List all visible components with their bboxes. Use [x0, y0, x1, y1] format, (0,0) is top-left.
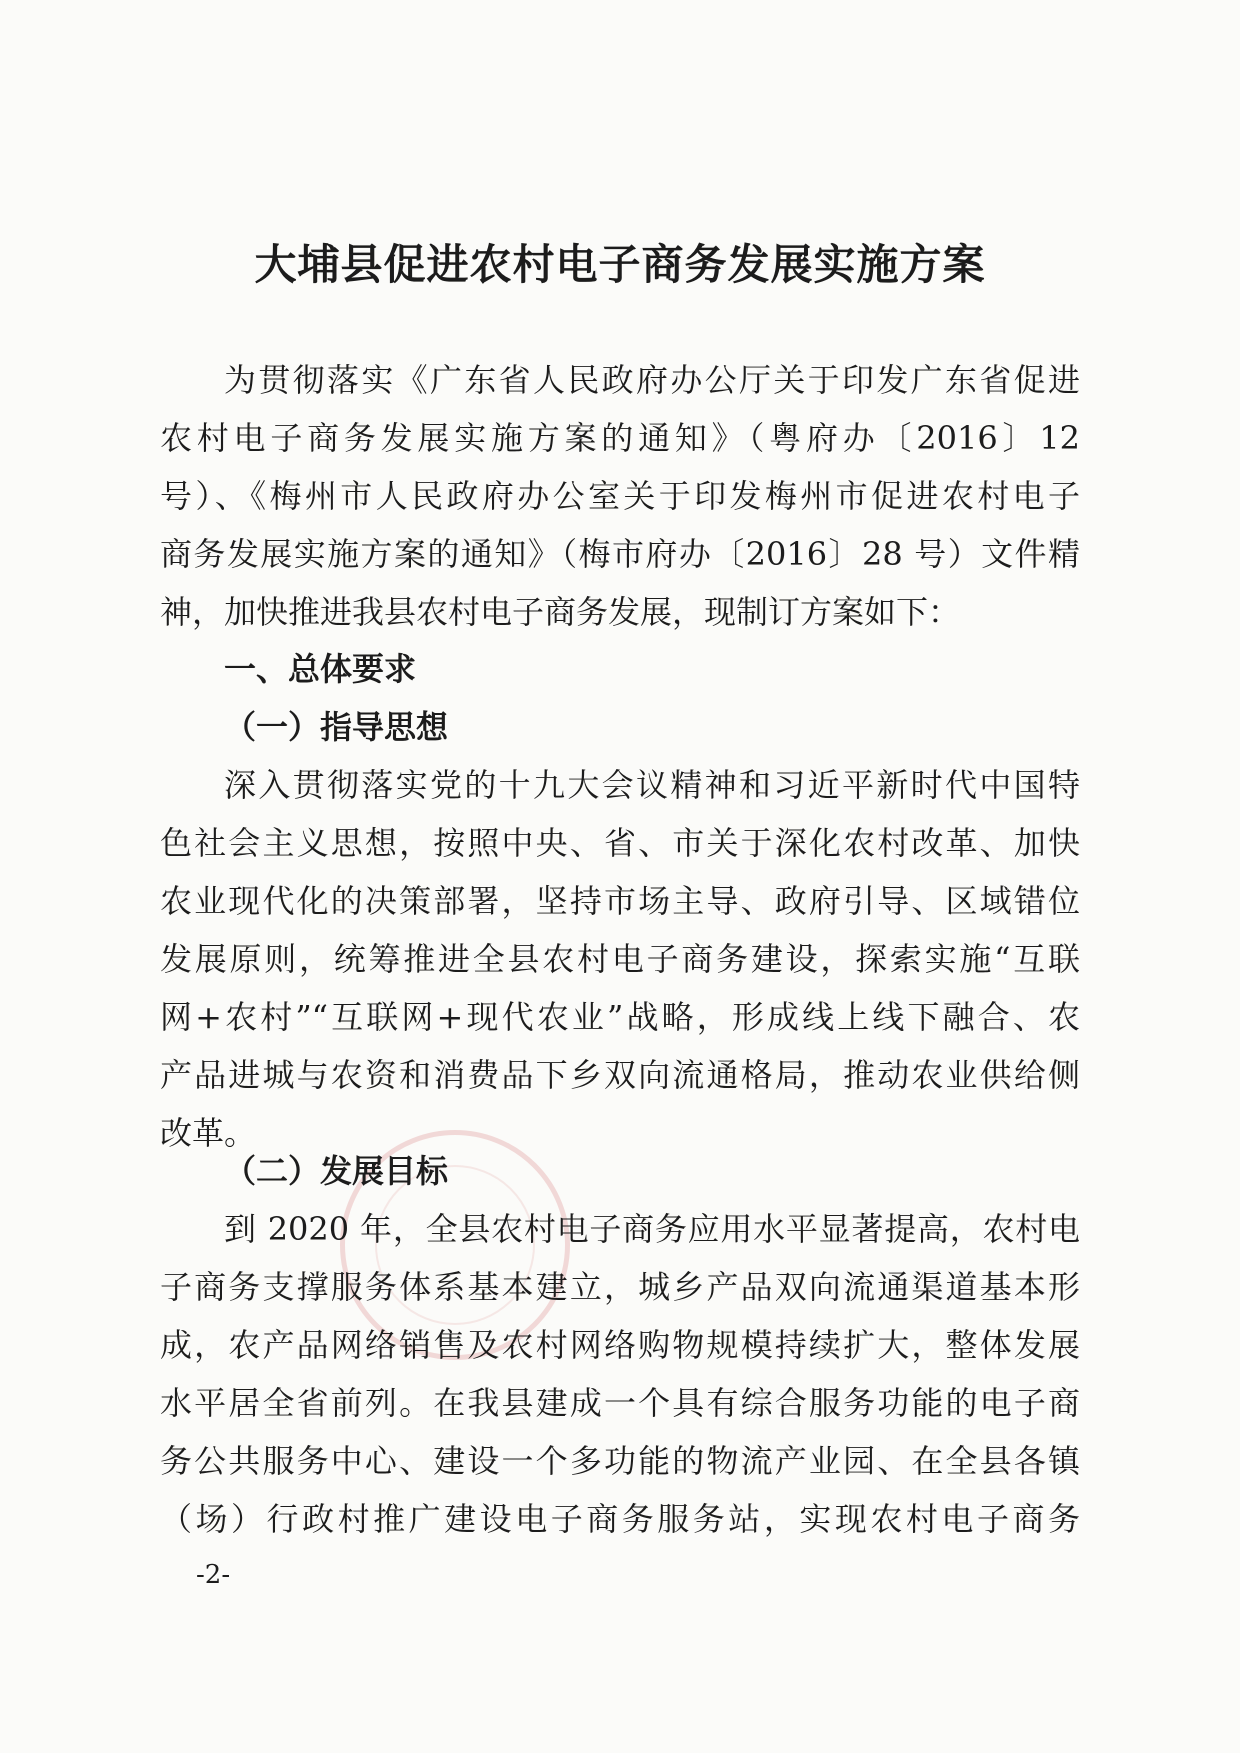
- goal-line: 子商务支撑服务体系基本建立，城乡产品双向流通渠道基本形: [160, 1268, 1080, 1306]
- intro-line: 商务发展实施方案的通知》（梅市府办〔2016〕28 号）文件精: [160, 535, 1080, 573]
- intro-line: 为贯彻落实《广东省人民政府办公厅关于印发广东省促进: [224, 361, 1080, 399]
- guide-line: 色社会主义思想，按照中央、省、市关于深化农村改革、加快: [160, 824, 1080, 862]
- guide-line: 发展原则，统筹推进全县农村电子商务建设，探索实施“互联: [160, 940, 1080, 978]
- goal-line: 务公共服务中心、建设一个多功能的物流产业园、在全县各镇: [160, 1442, 1080, 1480]
- subsection-heading-development-goals: （二）发展目标: [224, 1152, 449, 1190]
- guiding-ideology-paragraph: [160, 756, 1080, 1162]
- intro-line: 号）、《梅州市人民政府办公室关于印发梅州市促进农村电子: [160, 477, 1080, 515]
- guide-line: 产品进城与农资和消费品下乡双向流通格局，推动农业供给侧: [160, 1056, 1080, 1094]
- goal-line: 水平居全省前列。在我县建成一个具有综合服务功能的电子商: [160, 1384, 1080, 1422]
- goal-line: 成，农产品网络销售及农村网络购物规模持续扩大，整体发展: [160, 1326, 1080, 1364]
- intro-line: 农村电子商务发展实施方案的通知》（粤府办〔2016〕12: [160, 419, 1080, 457]
- goal-line: （场）行政村推广建设电子商务服务站，实现农村电子商务: [160, 1500, 1080, 1538]
- guide-line: 农业现代化的决策部署，坚持市场主导、政府引导、区域错位: [160, 882, 1080, 920]
- subsection-heading-guiding-ideology: （一）指导思想: [224, 708, 449, 746]
- intro-paragraph: [160, 351, 1080, 641]
- document-title: 大埔县促进农村电子商务发展实施方案: [254, 240, 986, 289]
- intro-line: 神，加快推进我县农村电子商务发展，现制订方案如下：: [160, 593, 961, 631]
- guide-line: 深入贯彻落实党的十九大会议精神和习近平新时代中国特: [224, 766, 1080, 804]
- guide-line: 改革。: [160, 1114, 257, 1152]
- section-heading-general-requirements: 一、总体要求: [224, 650, 417, 688]
- development-goals-paragraph: [160, 1200, 1080, 1548]
- guide-line: 网+农村”“互联网+现代农业”战略，形成线上线下融合、农: [160, 998, 1080, 1036]
- goal-line: 到 2020 年，全县农村电子商务应用水平显著提高，农村电: [224, 1210, 1080, 1248]
- page-number: -2-: [196, 1560, 231, 1590]
